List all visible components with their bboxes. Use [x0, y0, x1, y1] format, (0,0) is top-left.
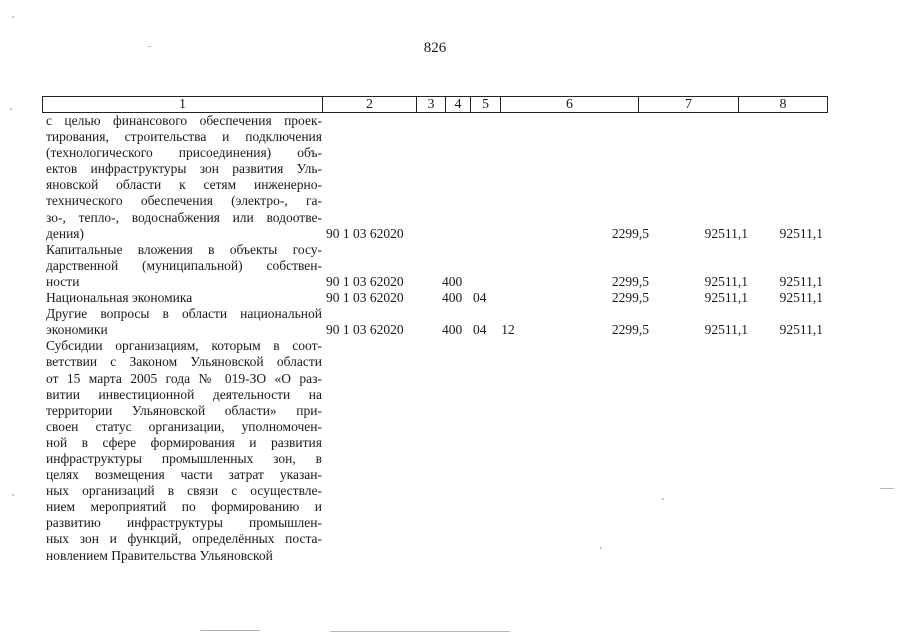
- header-col-8: 8: [779, 97, 787, 112]
- scan-speck: [662, 498, 664, 500]
- description-line: с целью финансового обеспечения проек-: [46, 113, 322, 128]
- target-article-code: 90 1 03 62020: [326, 290, 404, 306]
- scan-speck: [880, 488, 894, 489]
- header-col-1: 1: [43, 97, 323, 112]
- section-code: 04: [473, 322, 487, 338]
- amount-col-7: 92511,1: [704, 225, 748, 241]
- amount-col-7: 92511,1: [704, 322, 748, 338]
- table-row: [42, 242, 828, 290]
- amount-col-6: 2299,5: [611, 322, 649, 338]
- scan-speck: [200, 630, 260, 631]
- description-line: тирования, строительства и подключения: [46, 129, 322, 145]
- amount-col-8: 92511,1: [779, 290, 823, 306]
- target-article-code: 90 1 03 62020: [326, 225, 404, 241]
- amount-col-7: 92511,1: [704, 274, 748, 290]
- header-col-6: 6: [501, 97, 639, 112]
- description-line: Другие вопросы в области национальной: [46, 306, 322, 322]
- scan-speck: [600, 547, 602, 549]
- description-line: целях возмещения части затрат указан-: [46, 467, 322, 483]
- description-line: Капитальные вложения в объекты госу-: [46, 241, 322, 257]
- row-description: [46, 338, 322, 563]
- scan-speck: [330, 631, 510, 632]
- expense-type-code: 400: [442, 322, 463, 338]
- description-line: зо-, тепло-, водоснабжения или водоотве-: [46, 209, 322, 225]
- subsection-code: 12: [501, 322, 515, 338]
- description-line: ектов инфраструктуры зон развития Уль-: [46, 161, 322, 177]
- expense-type-code: 400: [442, 274, 463, 290]
- description-line: ных зон и функций, определённых поста-: [46, 531, 322, 547]
- table-row: [42, 113, 828, 242]
- description-line: технического обеспечения (электро-, га-: [46, 193, 322, 209]
- scan-speck: [148, 46, 151, 47]
- row-values: [42, 548, 828, 564]
- table-row: [42, 306, 828, 338]
- page-number: 826: [423, 40, 447, 56]
- target-article-code: 90 1 03 62020: [326, 322, 404, 338]
- description-line: Национальная экономика: [46, 290, 193, 306]
- amount-col-8: 92511,1: [779, 322, 823, 338]
- table-body: [42, 113, 828, 564]
- row-values: [42, 226, 828, 242]
- amount-col-8: 92511,1: [779, 225, 823, 241]
- scan-speck: [12, 16, 14, 18]
- description-line: своен статус организации, уполномочен-: [46, 418, 322, 434]
- expense-type-code: 400: [442, 290, 463, 306]
- header-col-2: 2: [323, 97, 417, 112]
- table-row: [42, 290, 828, 306]
- description-line: ности: [46, 273, 80, 289]
- section-code: 04: [473, 290, 487, 306]
- description-line: витии инвестиционной деятельности на: [46, 386, 322, 402]
- description-line: ветствии с Законом Ульяновской области: [46, 354, 322, 370]
- header-col-7: 7: [639, 97, 739, 112]
- description-line: экономики: [46, 322, 108, 338]
- description-line: территории Ульяновской области» при-: [46, 402, 322, 418]
- scan-speck: [12, 494, 14, 496]
- header-col-5: 5: [471, 97, 501, 112]
- header-col-3: 3: [417, 97, 446, 112]
- description-line: (технологического присоединения) объ-: [46, 145, 322, 161]
- row-values: [42, 274, 828, 290]
- description-line: дения): [46, 225, 85, 241]
- description-line: яновской области к сетям инженерно-: [46, 177, 322, 193]
- row-description: [46, 113, 322, 242]
- scan-speck: [10, 108, 12, 110]
- row-values: [42, 322, 828, 338]
- description-line: инфраструктуры промышленных зон, в: [46, 450, 322, 466]
- amount-col-8: 92511,1: [779, 274, 823, 290]
- description-line: от 15 марта 2005 года № 019-ЗО «О раз-: [46, 370, 322, 386]
- description-line: нием мероприятий по формированию и: [46, 499, 322, 515]
- description-line: Субсидии организациям, которым в соот-: [46, 338, 322, 354]
- table-row: [42, 338, 828, 563]
- description-line: ных организаций в связи с осуществле-: [46, 483, 322, 499]
- header-col-4: 4: [446, 97, 471, 112]
- description-line: развитию инфраструктуры промышлен-: [46, 515, 322, 531]
- row-values: [42, 290, 828, 306]
- amount-col-6: 2299,5: [611, 290, 649, 306]
- amount-col-6: 2299,5: [611, 225, 649, 241]
- target-article-code: 90 1 03 62020: [326, 274, 404, 290]
- description-line: новлением Правительства Ульяновской: [46, 547, 273, 563]
- table-header-row: [42, 96, 828, 113]
- amount-col-6: 2299,5: [611, 274, 649, 290]
- description-line: ной в сфере формирования и развития: [46, 434, 322, 450]
- description-line: дарственной (муниципальной) собствен-: [46, 257, 322, 273]
- amount-col-7: 92511,1: [704, 290, 748, 306]
